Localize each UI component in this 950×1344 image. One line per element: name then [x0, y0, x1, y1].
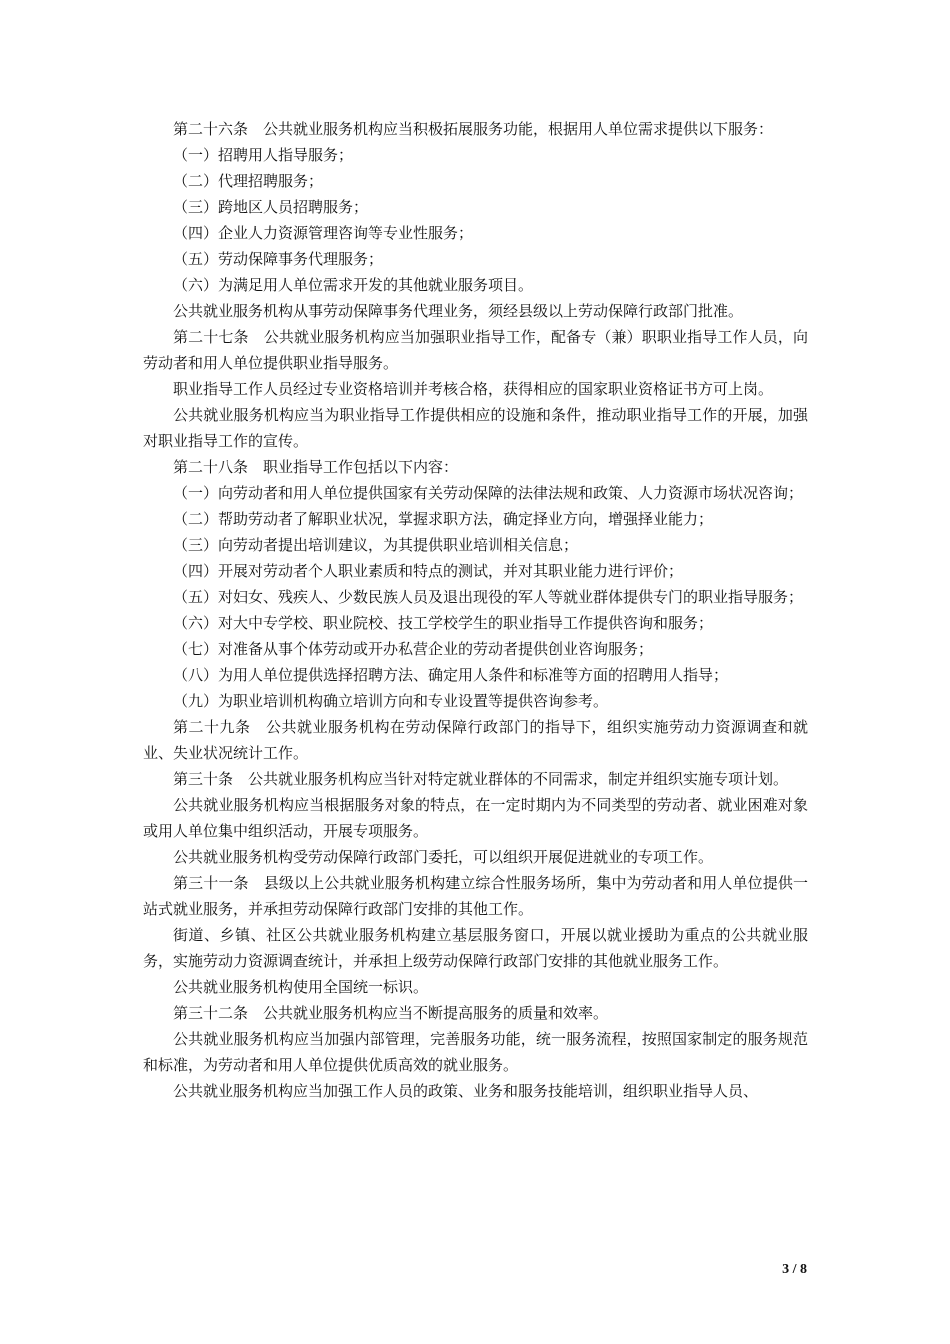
paragraph: 公共就业服务机构从事劳动保障事务代理业务，须经县级以上劳动保障行政部门批准。 [173, 302, 744, 320]
paragraph: （一）招聘用人指导服务； [173, 146, 354, 164]
paragraph: （二）帮助劳动者了解职业状况，掌握求职方法，确定择业方向，增强择业能力； [173, 510, 714, 528]
paragraph: （五）劳动保障事务代理服务； [173, 250, 384, 268]
paragraph: 职业指导工作人员经过专业资格培训并考核合格，获得相应的国家职业资格证书方可上岗。 [173, 380, 774, 398]
paragraph: 公共就业服务机构应当根据服务对象的特点，在一定时期内为不同类型的劳动者、就业困难对象或用人单位集中组织活动，开展专项服务。 [143, 796, 808, 840]
paragraph: 第二十六条 公共就业服务机构应当积极拓展服务功能，根据用人单位需求提供以下服务： [173, 120, 774, 138]
paragraph: 第二十九条 公共就业服务机构在劳动保障行政部门的指导下，组织实施劳动力资源调查和就业、失业状况统计工作。 [143, 718, 808, 762]
paragraph: （四）开展对劳动者个人职业素质和特点的测试，并对其职业能力进行评价； [173, 562, 684, 580]
paragraph: 公共就业服务机构应当为职业指导工作提供相应的设施和条件，推动职业指导工作的开展，加强对职业指导工作的宣传。 [143, 406, 808, 450]
paragraph: （六）为满足用人单位需求开发的其他就业服务项目。 [173, 276, 534, 294]
paragraph: （五）对妇女、残疾人、少数民族人员及退出现役的军人等就业群体提供专门的职业指导服务； [173, 588, 804, 606]
paragraph: 第二十七条 公共就业服务机构应当加强职业指导工作，配备专（兼）职职业指导工作人员，向劳动者和用人单位提供职业指导服务。 [143, 328, 808, 372]
paragraph: （二）代理招聘服务； [173, 172, 324, 190]
paragraph: 公共就业服务机构应当加强内部管理，完善服务功能，统一服务流程，按照国家制定的服务规范和标准，为劳动者和用人单位提供优质高效的就业服务。 [143, 1030, 808, 1074]
paragraph: 公共就业服务机构使用全国统一标识。 [173, 978, 429, 996]
paragraph: （三）向劳动者提出培训建议，为其提供职业培训相关信息； [173, 536, 579, 554]
paragraph: （一）向劳动者和用人单位提供国家有关劳动保障的法律法规和政策、人力资源市场状况咨询； [173, 484, 804, 502]
paragraph: 街道、乡镇、社区公共就业服务机构建立基层服务窗口，开展以就业援助为重点的公共就业服务，实施劳动力资源调查统计，并承担上级劳动保障行政部门安排的其他就业服务工作。 [143, 926, 808, 970]
paragraph: （八）为用人单位提供选择招聘方法、确定用人条件和标准等方面的招聘用人指导； [173, 666, 729, 684]
paragraph: 第三十二条 公共就业服务机构应当不断提高服务的质量和效率。 [173, 1004, 609, 1022]
paragraph: （七）对准备从事个体劳动或开办私营企业的劳动者提供创业咨询服务； [173, 640, 654, 658]
paragraph: 公共就业服务机构应当加强工作人员的政策、业务和服务技能培训，组织职业指导人员、 [173, 1082, 759, 1100]
paragraph: 公共就业服务机构受劳动保障行政部门委托，可以组织开展促进就业的专项工作。 [173, 848, 714, 866]
page-number: 3 / 8 [782, 1262, 807, 1277]
paragraph: （四）企业人力资源管理咨询等专业性服务； [173, 224, 474, 242]
document-body [143, 116, 808, 1104]
paragraph: 第二十八条 职业指导工作包括以下内容： [173, 458, 459, 476]
paragraph: 第三十条 公共就业服务机构应当针对特定就业群体的不同需求，制定并组织实施专项计划。 [173, 770, 789, 788]
paragraph: （九）为职业培训机构确立培训方向和专业设置等提供咨询参考。 [173, 692, 609, 710]
paragraph: 第三十一条 县级以上公共就业服务机构建立综合性服务场所，集中为劳动者和用人单位提供一站式就业服务，并承担劳动保障行政部门安排的其他工作。 [143, 874, 808, 918]
paragraph: （三）跨地区人员招聘服务； [173, 198, 369, 216]
paragraph: （六）对大中专学校、职业院校、技工学校学生的职业指导工作提供咨询和服务； [173, 614, 714, 632]
